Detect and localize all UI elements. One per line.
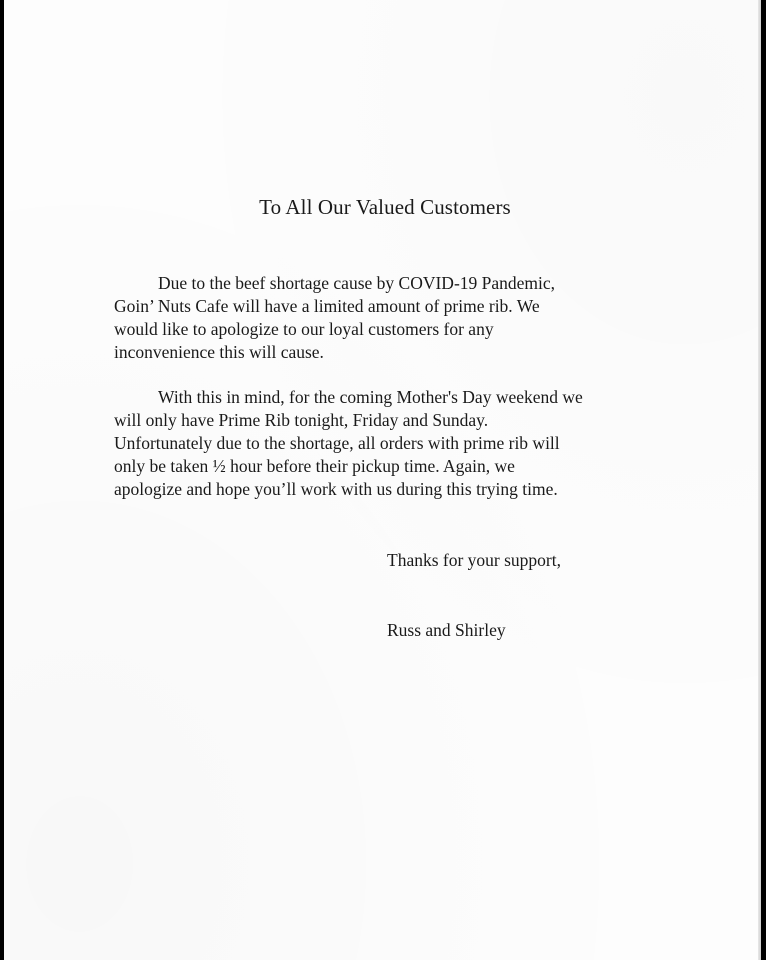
paper-sheet bbox=[4, 0, 761, 960]
paragraph-line: With this in mind, for the coming Mother's Day weekend we bbox=[158, 387, 583, 407]
letter-signature: Russ and Shirley bbox=[387, 620, 506, 640]
letter-closing: Thanks for your support, bbox=[387, 550, 562, 570]
paragraph-mothers-day bbox=[114, 386, 674, 501]
paragraph-line: Unfortunately due to the shortage, all orders with prime rib will bbox=[114, 433, 560, 453]
paragraph-line: would like to apologize to our loyal customers for any bbox=[114, 319, 494, 339]
letter bbox=[4, 0, 761, 960]
paragraph-line: Goin’ Nuts Cafe will have a limited amount of prime rib. We bbox=[114, 296, 540, 316]
paragraph-line: inconvenience this will cause. bbox=[114, 342, 324, 362]
paragraph-shortage-notice bbox=[114, 272, 674, 364]
paragraph-line: Due to the beef shortage cause by COVID-19 Pandemic, bbox=[158, 273, 556, 293]
paragraph-line: will only have Prime Rib tonight, Friday and Sunday. bbox=[114, 410, 489, 430]
letter-title: To All Our Valued Customers bbox=[259, 195, 511, 219]
paragraph-line: apologize and hope you’ll work with us during this trying time. bbox=[114, 479, 558, 499]
paragraph-line: only be taken ½ hour before their pickup time. Again, we bbox=[114, 456, 515, 476]
